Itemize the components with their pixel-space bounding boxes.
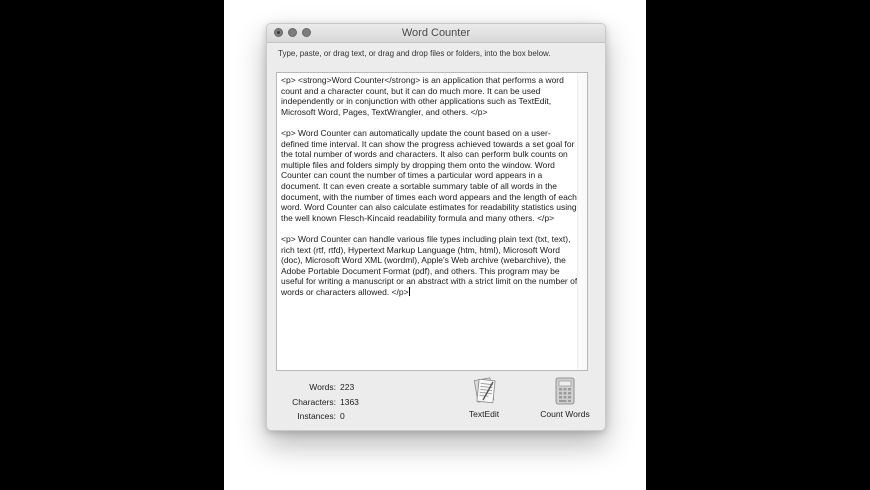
textedit-label: TextEdit [468,409,500,419]
window-title: Word Counter [401,27,471,39]
words-count: 223 [340,382,355,392]
count-words-button[interactable] [532,376,598,419]
editor-paragraph [281,234,578,298]
characters-stat [278,395,358,410]
textedit-button[interactable] [456,376,512,419]
instances-label: Instances: [297,411,336,421]
calculator-icon [550,376,580,406]
statistics-panel [278,380,358,424]
text-cursor [409,287,410,296]
editor-paragraph: <p> Word Counter can automatically update the count based on a user-defined time interval. It can show the progress achieved towards a set goal for the total number of words and characters. It also can perform bulk counts on multiple files and folders simply by dropping them onto the window. Word Counter can count the number of times a particular word appears in a document. It can even create a sortable summary table of all words in the document, with the number of times each word appears and the length of each word. Word Counter can also calculate estimates for readability statistics using the well known Flesch-Kincaid readability formula and many others. </p> [281,127,577,223]
textedit-document-icon [469,376,499,406]
editor-paragraph-text: <p> Word Counter can handle various file types including plain text (txt, text), rich text (rtf, rtfd), Hypertext Markup Language (htm, html), Microsoft Word (doc), Microsoft Word XML (wordml), Apple's Web archive (webarchive), the Adobe Portable Document Format (pdf), and others. This program may be useful for writing a manuscript or an abstract with a strict limit on the number of words or characters allowed. </p> [281,233,578,297]
words-stat [278,380,358,395]
editor-paragraph: <p> <strong>Word Counter</strong> is an application that performs a word count and a character count, but it can do much more. It can be used independently or in conjunction with other applications such as TextEdit, Microsoft Word, Pages, TextWrangler, and others. </p> [281,75,564,117]
instances-stat [278,409,358,424]
instances-count: 0 [340,411,345,421]
characters-label: Characters: [292,396,336,407]
title-bar [267,24,605,43]
instruction-text: Type, paste, or drag text, or drag and drop files or folders, into the box below. [278,49,551,58]
text-input-area[interactable] [276,72,588,371]
words-label: Words: [309,382,336,392]
characters-count: 1363 [340,396,359,407]
count-words-label: Count Words [540,409,590,419]
editor-text[interactable] [281,75,578,308]
editor-scrollbar[interactable] [577,73,587,370]
word-counter-window [266,23,606,431]
